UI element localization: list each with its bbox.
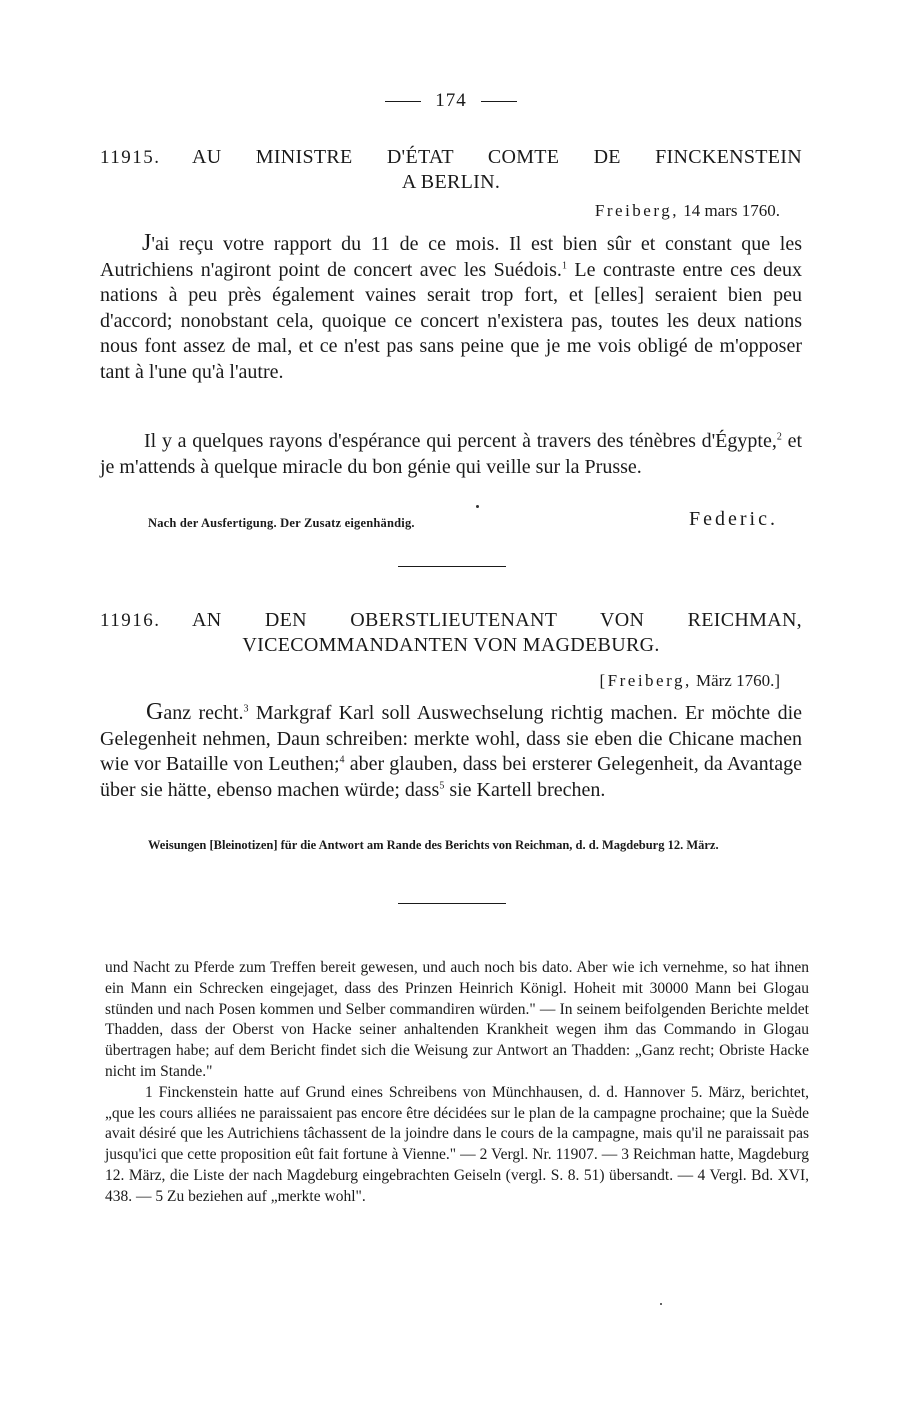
heading-line-2: VICECOMMANDANTEN VON MAGDEBURG. [242,634,660,656]
letter-heading-11915 [100,145,802,195]
heading-recipient: AU MINISTRE D'ÉTAT COMTE DE FINCKENSTEIN [192,146,802,168]
footnote-ref-3: 3 [243,703,249,715]
dateline-place: Freiberg, [594,201,679,220]
source-note: Nach der Ausfertigung. Der Zusatz eigenhändig. [148,516,415,530]
heading-line-1 [100,145,802,170]
initial-letter: J [142,230,152,256]
footnotes [105,958,809,1208]
footnote-ref-5: 5 [439,779,445,791]
letter-paragraph-2: Il y a quelques rayons d'espérance qui percent à travers des ténèbres d'Égypte,$^2$ et je m'attends à quelque miracle du bon génie qui veille sur la Prusse. [100,430,802,478]
page-header [100,90,802,112]
margin-note: Weisungen [Bleinotizen] für die Antwort am Rande des Berichts von Reichman, d. d. Magdeburg 12. März. [148,838,719,852]
footnote-list: 1 Finckenstein hatte auf Grund eines Schreibens von Münchhausen, d. d. Hannover 5. März, berichtet, „que les cours alliées ne paraissaient pas encore être décidées sur le plan de la campagne prochaine; que la Suède avait désiré que les Autrichiens tâchassent de la joindre dans le cours de la campagne, mais qu'il ne paraissait pas jusqu'ici que cette proposition eût fait fortune à Vienne." — 2 Vergl. Nr. 11907. — 3 Reichman hatte, Magdeburg 12. März, die Liste der nach Magdeburg eingebrachten Geiseln (vergl. S. 8. 51) übersandt. — 4 Vergl. Bd. XVI, 438. — 5 Zu beziehen auf „merkte wohl". [105,1083,809,1205]
letter-paragraph-1: J'ai reçu votre rapport du 11 de ce mois. Il est bien sûr et constant que les Autrichiens n'agiront point de concert avec les Suédois.$^1$ Le contraste entre ces deux nations à peu près également vaines serait trop fort, et [elles] seraient bien peu d'accord; nonobstant cela, quoique ce concert n'existera pas, toutes les deux nations nous font assez de mal, et ce n'est pas sans peine que je me vois obligé de m'opposer tant à l'une qu'à l'autre. [100,230,802,383]
dateline-date: März 1760.] [695,671,780,690]
footnote-ref-4: 4 [339,754,345,766]
section-divider-2 [398,903,506,904]
footnote-continuation: und Nacht zu Pferde zum Treffen bereit gewesen, und auch noch bis dato. Aber wie ich vernehme, so hat ihnen ein Mann ein Schrecken eingejaget, dass des Prinzen Heinrich Königl. Hoheit mit 30000 Mann bei Glogau stünden und nach Posen kommen und Selber commandiren würden." — In seinem beifolgenden Berichte meldet Thadden, dass der Oberst von Hacke seiner anhaltenden Krankheit wegen ihm das Commando in Glogau übertragen habe; auf dem Bericht findet sich die Weisung zur Antwort an Thadden: „Ganz recht; Obriste Hacke nicht im Stande." [105,959,809,1080]
letter-number: 11916. [100,610,161,631]
heading-line-1 [100,608,802,633]
heading-recipient: AN DEN OBERSTLIEUTENANT VON REICHMAN, [192,609,802,631]
footnote-ref-2: 2 [776,431,782,443]
ink-speck [476,505,479,508]
header-dash-left [385,101,421,102]
page-number: 174 [435,90,467,111]
dateline-date: 14 mars 1760. [683,201,780,220]
ink-speck [660,1303,662,1305]
dateline-11916 [100,671,780,691]
section-divider-1 [398,566,506,567]
letter-number: 11915. [100,147,161,168]
signature: Federic. [689,508,778,530]
initial-letter: G [146,699,164,725]
letter-heading-11916 [100,608,802,658]
dateline-11915 [100,201,780,221]
footnote-ref-1: 1 [561,259,567,271]
header-dash-right [481,101,517,102]
heading-line-2: A BERLIN. [401,171,501,193]
letter-paragraph-3: Ganz recht.$^3$ Markgraf Karl soll Auswechselung richtig machen. Er möchte die Gelegenheit nehmen, Daun schreiben: merkte wohl, dass sie eben die Chicane machen wie vor Bataille von Leuthen;$^4$ aber glauben, dass bei ersterer Gelegenheit, da Avantage über sie hätte, ebenso machen würde; dass$^5$ sie Kartell brechen. [100,699,803,801]
dateline-place: [Freiberg, [599,671,692,690]
